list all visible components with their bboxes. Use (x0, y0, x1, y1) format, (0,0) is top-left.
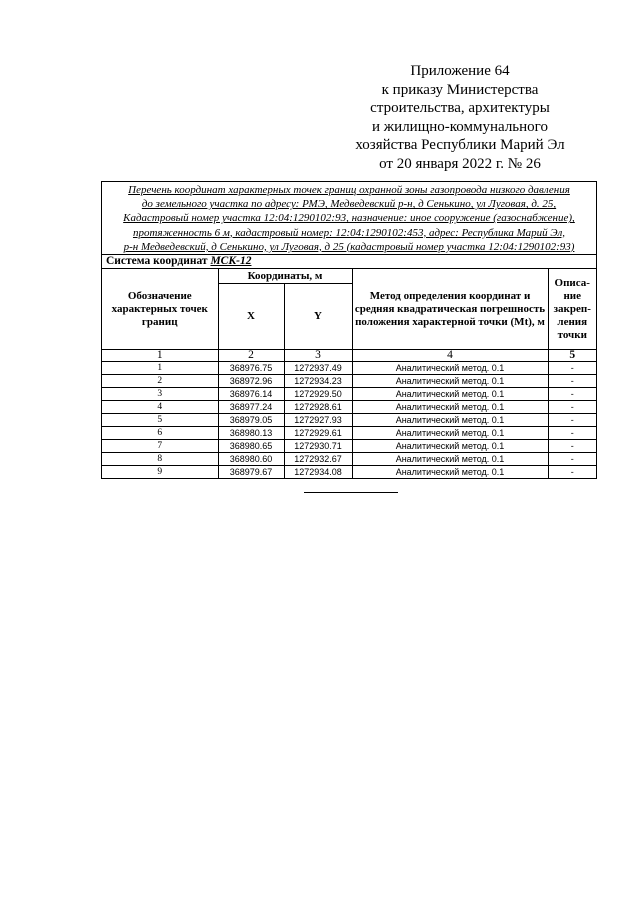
column-number: 1 (102, 350, 218, 362)
method-cell: Аналитический метод. 0.1 (352, 388, 548, 401)
coord-y: 1272930.71 (284, 440, 352, 453)
point-number: 9 (102, 466, 218, 479)
col-header-method: Метод определения координат и средняя квадратическая погрешность положения характерной точки (Mt), м (352, 269, 548, 350)
coord-y: 1272929.61 (284, 427, 352, 440)
column-number: 4 (352, 350, 548, 362)
desc-cell: - (548, 388, 596, 401)
desc-cell: - (548, 375, 596, 388)
point-number: 7 (102, 440, 218, 453)
method-cell: Аналитический метод. 0.1 (352, 466, 548, 479)
coord-x: 368979.67 (218, 466, 284, 479)
table-row (102, 414, 596, 427)
point-number: 2 (102, 375, 218, 388)
col-header-coords: Координаты, м (218, 269, 352, 284)
method-cell: Аналитический метод. 0.1 (352, 427, 548, 440)
point-number: 5 (102, 414, 218, 427)
desc-cell: - (548, 414, 596, 427)
column-number: 5 (548, 350, 596, 362)
header-line: хозяйства Республики Марий Эл (355, 137, 565, 153)
desc-cell: - (548, 362, 596, 375)
table-row (102, 440, 596, 453)
coord-y: 1272929.50 (284, 388, 352, 401)
coord-y: 1272927.93 (284, 414, 352, 427)
coord-x: 368976.14 (218, 388, 284, 401)
header-line: Приложение 64 (410, 63, 510, 79)
table-row (102, 362, 596, 375)
desc-cell: - (548, 466, 596, 479)
caption-line: до земельного участка по адресу: РМЭ, Медведевский р-н, д Сенькино, ул Луговая, д. 25, (141, 198, 557, 211)
coordinates-document (101, 181, 597, 479)
desc-cell: - (548, 401, 596, 414)
caption-line: Перечень координат характерных точек границ охранной зоны газопровода низкого давления (128, 184, 570, 196)
coord-y: 1272932.67 (284, 453, 352, 466)
signature-divider (304, 492, 398, 493)
caption-line: протяженность 6 м, кадастровый номер: 12:04:1290102:453, адрес: Республика Марий Эл, (132, 226, 566, 239)
desc-cell: - (548, 427, 596, 440)
column-number: 3 (284, 350, 352, 362)
header-line: строительства, архитектуры (370, 100, 550, 116)
header-line: от 20 января 2022 г. № 26 (379, 155, 541, 172)
coord-y: 1272928.61 (284, 401, 352, 414)
col-header-y: Y (284, 284, 352, 350)
col-header-x: X (218, 284, 284, 350)
method-cell: Аналитический метод. 0.1 (352, 414, 548, 427)
col-header-desc: Описа-ние закреп-ления точки (548, 269, 596, 350)
table-row (102, 453, 596, 466)
coordinates-table (102, 268, 596, 478)
caption-line: Кадастровый номер участка 12:04:1290102:93, назначение: иное сооружение (газоснабжение), (123, 212, 575, 225)
point-number: 4 (102, 401, 218, 414)
point-number: 1 (102, 362, 218, 375)
method-cell: Аналитический метод. 0.1 (352, 453, 548, 466)
coord-y: 1272934.23 (284, 375, 352, 388)
coord-x: 368980.65 (218, 440, 284, 453)
coord-x: 368980.60 (218, 453, 284, 466)
coord-y: 1272934.08 (284, 466, 352, 479)
column-number: 2 (218, 350, 284, 362)
document-caption (102, 182, 596, 254)
table-row (102, 427, 596, 440)
coord-y: 1272937.49 (284, 362, 352, 375)
coord-x: 368979.05 (218, 414, 284, 427)
column-number-row (102, 350, 596, 362)
coord-x: 368977.24 (218, 401, 284, 414)
table-header-row (102, 269, 596, 284)
method-cell: Аналитический метод. 0.1 (352, 401, 548, 414)
coord-x: 368980.13 (218, 427, 284, 440)
method-cell: Аналитический метод. 0.1 (352, 375, 548, 388)
point-number: 8 (102, 453, 218, 466)
method-cell: Аналитический метод. 0.1 (352, 440, 548, 453)
header-line: к приказу Министерства (381, 81, 539, 98)
point-number: 6 (102, 427, 218, 440)
coord-x: 368972.96 (218, 375, 284, 388)
header-line: и жилищно-коммунального (372, 118, 548, 135)
point-number: 3 (102, 388, 218, 401)
table-row (102, 375, 596, 388)
caption-line: р-н Медведевский, д Сенькино, ул Луговая, д 25 (кадастровый номер участка 12:04:1290102:93) (123, 240, 575, 253)
coordinate-system-label: Система координат (106, 255, 208, 268)
table-row (102, 388, 596, 401)
method-cell: Аналитический метод. 0.1 (352, 362, 548, 375)
desc-cell: - (548, 453, 596, 466)
table-row (102, 401, 596, 414)
desc-cell: - (548, 440, 596, 453)
table-row (102, 466, 596, 479)
col-header-point: Обозначение характерных точек границ (102, 269, 218, 350)
coordinate-system-row (102, 254, 596, 268)
coordinate-system-value: МСК-12 (210, 255, 252, 268)
coord-x: 368976.75 (218, 362, 284, 375)
appendix-header (330, 62, 590, 173)
